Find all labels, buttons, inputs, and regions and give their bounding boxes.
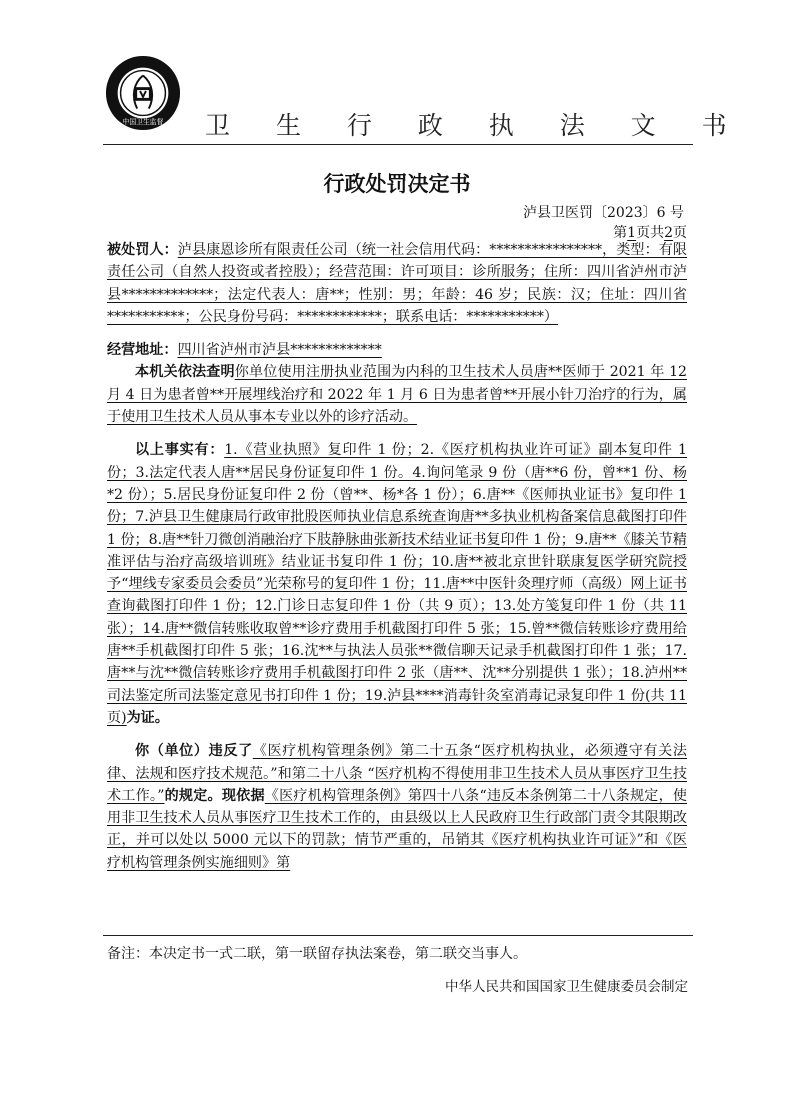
evidence-text: 1.《营业执照》复印件 1 份；2.《医疗机构执业许可证》副本复印件 1 份；3.法定代表人唐**居民身份证复印件 1 份。4.询问笔录 9 份（唐**6 份，曾**1 份、杨*2 份）；5.居民身份证复印件 2 份（曾**、杨*各 1 份）；6.唐**《医师执业证书》复印件 1 份；7.泸县卫生健康局行政审批股医师执业信息系统查询唐**多执业机构备案信息截图打印件 1 份；8.唐**针刀微创消融治疗下肢静脉曲张新技术结业证书复印件 1 份；9.唐**《膝关节精准评估与治疗高级培训班》结业证书复印件 1 份；10.唐**被北京世针联康复医学研究院授予“埋线专家委员会委员”光荣称号的复印件 1 份；11.唐**中医针灸理疗师（高级）网上证书查询截图打印件 1 份；12.门诊日志复印件 1 份（共 9 页）；13.处方笺复印件 1 份（共 11 张）；14.唐**微信转账收取曾**诊疗费用手机截图打印件 5 张；15.曾**微信转账诊疗费用给唐**手机截图打印件 5 张；16.沈**与执法人员张**微信聊天记录手机截图打印件 1 张；17.唐**与沈**微信转账诊疗费用手机截图打印件 2 张（唐**、沈**分别提供 1 张）；18.泸州**司法鉴定所司法鉴定意见书打印件 1 份；19.泸县****消毒针灸室消毒记录复印件 1 份(共 11 页)	[107, 442, 688, 726]
footer-maker: 中华人民共和国国家卫生健康委员会制定	[445, 979, 688, 995]
violation-mid: 的规定。现依据	[164, 787, 265, 804]
evidence-tail: 为证。	[126, 709, 169, 726]
party-text: 泸县康恩诊所有限责任公司（统一社会信用代码：****************，类型：有限责任公司（自然人投资或者控股）；经营范围：许可项目：诊所服务；住所：四川省泸州市泸县*************；法定代表人：唐**；性别：男；年龄：46 岁；民族：汉；住址：四川省***********；公民身份号码：************；联系电话：***********）	[107, 242, 687, 325]
header-divider	[103, 144, 693, 145]
footer-divider	[103, 935, 693, 936]
violation-paragraph	[107, 740, 687, 874]
health-commission-emblem-icon	[104, 54, 182, 132]
evidence-lead: 以上事实有：	[135, 442, 225, 459]
address-text: 四川省泸州市泸县*************	[177, 342, 382, 359]
header-title: 卫 生 行 政 执 法 文 书	[205, 111, 746, 140]
party-paragraph	[107, 239, 687, 328]
address-paragraph	[107, 339, 687, 361]
footer-remark: 备注：本决定书一式二联，第一联留存执法案卷，第二联交当事人。	[107, 946, 527, 962]
violation-lead: 你（单位）违反了	[135, 743, 253, 760]
violation-basis-text: 《医疗机构管理条例》第四十八条“违反本条例第二十八条规定，使用非卫生技术人员从事医疗卫生技术工作的，由县级以上人民政府卫生行政部门责令其限期改正，并可以处以 5000 元以下的罚款；情节严重的，吊销其《医疗机构执业许可证》”和《医疗机构管理条例实施细则》第	[107, 787, 688, 871]
facts-paragraph	[107, 361, 687, 428]
evidence-paragraph	[107, 439, 687, 729]
violation-rule-text: 《医疗机构管理条例》第二十五条“医疗机构执业，必须遵守有关法律、法规和医疗技术规范。”和第二十八条 “医疗机构不得使用非卫生技术人员从事医疗卫生技术工作。”	[107, 743, 688, 804]
document-title: 行政处罚决定书	[323, 172, 471, 196]
document-number: 泸县卫医罚〔2023〕6 号	[523, 205, 684, 221]
document-body	[107, 239, 687, 874]
facts-text: 你单位使用注册执业范围为内科的卫生技术人员唐**医师于 2021 年 12 月 4 日为患者曾**开展埋线治疗和 2022 年 1 月 6 日为患者曾**开展小针刀治疗的行为，属于使用卫生技术人员从事本专业以外的诊疗活动。	[107, 364, 687, 426]
facts-lead: 本机关依法查明	[135, 364, 235, 381]
party-label: 被处罚人：	[107, 242, 178, 258]
page-number: 第1页共2页	[613, 225, 687, 241]
address-label: 经营地址：	[107, 342, 178, 359]
svg-text:中国卫生监督: 中国卫生监督	[122, 118, 164, 127]
